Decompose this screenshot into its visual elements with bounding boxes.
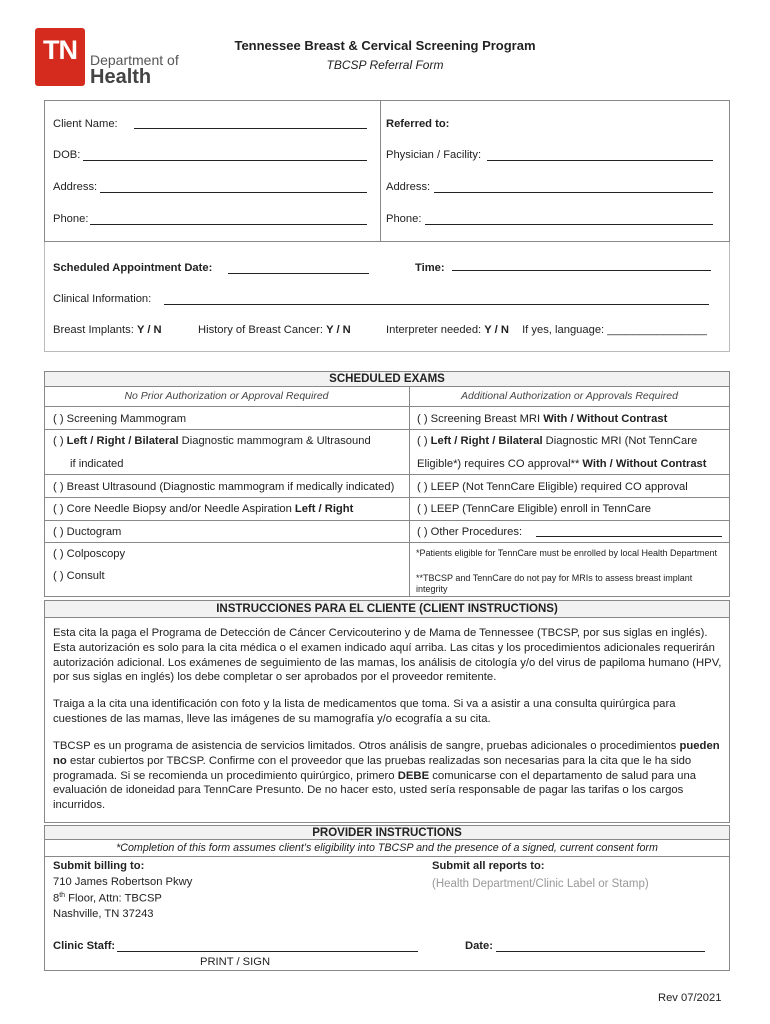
interpreter-yn[interactable]: Y / N <box>484 324 509 336</box>
tn-logo-text: TN <box>43 35 77 65</box>
physician-field[interactable] <box>487 160 713 161</box>
dob-field[interactable] <box>83 160 367 161</box>
exam-ductogram[interactable]: ( ) Ductogram <box>53 526 122 538</box>
date-field[interactable] <box>496 951 705 952</box>
referral-address-label: Address: <box>386 181 431 193</box>
tenncare-note: *Patients eligible for TennCare must be enrolled by local Health Department <box>416 548 717 558</box>
billing-address-line1: 710 James Robertson Pkwy <box>53 876 193 888</box>
exam-consult[interactable]: ( ) Consult <box>53 570 105 582</box>
billing-label: Submit billing to: <box>53 860 145 872</box>
exam-screening-mammogram[interactable]: ( ) Screening Mammogram <box>53 413 187 425</box>
language-field[interactable]: If yes, language: ________________ <box>522 324 707 336</box>
client-name-field[interactable] <box>134 128 367 129</box>
form-title: Tennessee Breast & Cervical Screening Program <box>234 38 536 53</box>
physician-label: Physician / Facility: <box>386 149 482 161</box>
reports-label: Submit all reports to: <box>432 860 545 872</box>
exam-other-procedures[interactable]: ( ) Other Procedures: <box>417 526 523 538</box>
referral-phone-label: Phone: <box>386 213 422 225</box>
exam-breast-ultrasound[interactable]: ( ) Breast Ultrasound (Diagnostic mammogram if medically indicated) <box>53 481 395 493</box>
scheduled-exams-title: SCHEDULED EXAMS <box>44 371 730 387</box>
clinic-staff-field[interactable] <box>117 951 418 952</box>
exam-diagnostic-cont: if indicated <box>70 458 124 470</box>
breast-implants-row <box>53 324 162 336</box>
implants-yn[interactable]: Y / N <box>136 324 162 336</box>
exam-screening-mri[interactable]: ( ) Screening Breast MRI With / Without Contrast <box>417 413 668 425</box>
mri-note: **TBCSP and TennCare do not pay for MRIs to assess breast implant integrity <box>416 573 693 594</box>
auth-header: Additional Authorization or Approvals Required <box>461 390 678 402</box>
consent-note: *Completion of this form assumes client’s eligibility into TBCSP and the presence of a signed, current consent form <box>116 842 658 854</box>
revision-date: Rev 07/2021 <box>658 992 722 1004</box>
exam-diagnostic-mri[interactable]: ( ) Left / Right / Bilateral Diagnostic MRI (Not TennCare <box>417 435 698 447</box>
exam-diagnostic-mammogram[interactable]: ( ) Left / Right / Bilateral Diagnostic mammogram & Ultrasound <box>53 435 371 447</box>
clinical-info-label: Clinical Information: <box>53 293 152 305</box>
instruction-paragraph-1: Esta cita la paga el Programa de Detección de Cáncer Cervicouterino y de Mama de Tennessee (TBCSP, por sus siglas en inglés). Esta autorización es solo para la cita médica o el examen indicado aquí arriba. Las citas y los procedimientos adicionales requerirán autorización adicional. Los exámenes de seguimiento de las mamas, los análisis de citología y/o del virus de papiloma humano (HPV, por sus siglas en inglés) los debe completar o ser aprobados por el proveedor remitente. <box>53 627 722 684</box>
instruction-paragraph-2: Traiga a la cita una identificación con foto y la lista de medicamentos que toma. Si va a asistir a una consulta quirúrgica para cuestiones de las mamas, lleve las imágenes de su mamografía y/o ecografía a su cita. <box>53 698 676 725</box>
date-label: Date: <box>465 940 493 952</box>
time-label: Time: <box>415 262 445 274</box>
form-subtitle: TBCSP Referral Form <box>326 58 444 72</box>
interpreter-row <box>386 324 707 336</box>
logo-health: Health <box>90 66 152 88</box>
dob-label: DOB: <box>53 149 81 161</box>
exam-leep-not-tenncare[interactable]: ( ) LEEP (Not TennCare Eligible) required CO approval <box>417 481 688 493</box>
no-auth-header: No Prior Authorization or Approval Required <box>124 390 329 402</box>
provider-instructions-title: PROVIDER INSTRUCTIONS <box>44 825 730 840</box>
interpreter-label: Interpreter needed: <box>386 324 482 336</box>
exam-diagnostic-mri-cont: Eligible*) requires CO approval** With / Without Contrast <box>417 458 707 470</box>
billing-address-line2: 8th Floor, Attn: TBCSP <box>53 892 162 905</box>
history-yn[interactable]: Y / N <box>326 324 351 336</box>
client-name-label: Client Name: <box>53 118 118 130</box>
time-field[interactable] <box>452 270 711 271</box>
implants-label: Breast Implants: <box>53 324 134 336</box>
client-phone-label: Phone: <box>53 213 89 225</box>
print-sign-label: PRINT / SIGN <box>200 956 271 968</box>
history-row <box>198 324 351 336</box>
client-phone-field[interactable] <box>90 224 367 225</box>
clinical-info-field[interactable] <box>164 304 709 305</box>
billing-address-line3: Nashville, TN 37243 <box>53 908 154 920</box>
client-instructions-title: INSTRUCCIONES PARA EL CLIENTE (CLIENT INSTRUCTIONS) <box>44 600 730 618</box>
appointment-date-label: Scheduled Appointment Date: <box>53 262 213 274</box>
history-label: History of Breast Cancer: <box>198 324 323 336</box>
logo-department: Department of <box>90 52 179 68</box>
exam-colposcopy[interactable]: ( ) Colposcopy <box>53 548 126 560</box>
referral-phone-field[interactable] <box>425 224 713 225</box>
exam-core-needle-biopsy[interactable]: ( ) Core Needle Biopsy and/or Needle Aspiration Left / Right <box>53 503 354 515</box>
other-procedures-field[interactable] <box>536 536 722 537</box>
referred-to-label: Referred to: <box>386 118 450 130</box>
appointment-date-field[interactable] <box>228 273 369 274</box>
exam-leep-tenncare[interactable]: ( ) LEEP (TennCare Eligible) enroll in TennCare <box>417 503 652 515</box>
client-address-field[interactable] <box>100 192 367 193</box>
clinic-staff-label: Clinic Staff: <box>53 940 116 952</box>
client-address-label: Address: <box>53 181 98 193</box>
instruction-paragraph-3: TBCSP es un programa de asistencia de servicios limitados. Otros análisis de sangre, pruebas adicionales o procedimientos pueden no estar cubiertos por TBCSP. Confirme con el proveedor que las pruebas realizadas son necesarias para la cita que le ha sido programada. Si se recomienda un procedimiento quirúrgico, primero DEBE comunicarse con el departamento de salud para una evaluación de idoneidad para TennCare Presunto. De no hacer esto, usted sería responsable de pagar las tarifas o los cargos incurridos. <box>53 740 720 812</box>
stamp-placeholder[interactable]: (Health Department/Clinic Label or Stamp) <box>432 878 649 890</box>
referral-address-field[interactable] <box>434 192 713 193</box>
